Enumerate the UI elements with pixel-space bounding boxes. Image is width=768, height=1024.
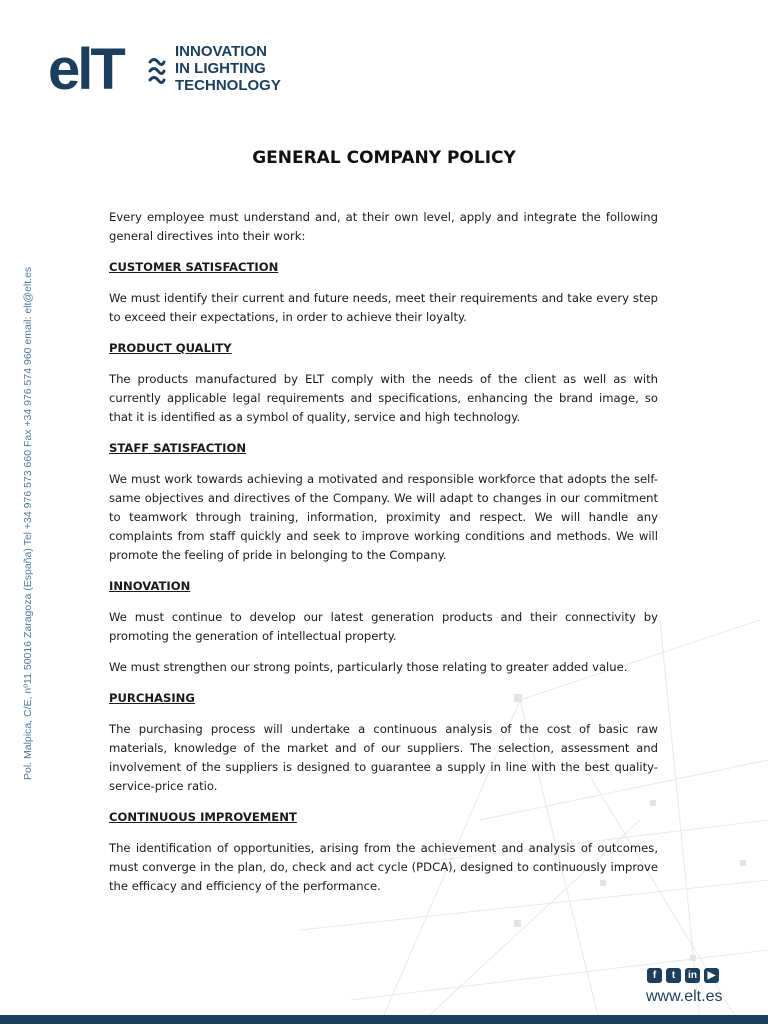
youtube-icon[interactable]: ▶: [704, 968, 719, 983]
section-paragraph: We must strengthen our strong points, particularly those relating to greater added value.: [109, 660, 628, 674]
logo-tagline-line: IN LIGHTING: [175, 60, 266, 77]
section-paragraph: We must continue to develop our latest generation products and their connectivity by promoting the generation of intellectual property.: [109, 610, 658, 643]
twitter-icon[interactable]: t: [666, 968, 681, 983]
section-paragraph: We must identify their current and future needs, meet their requirements and take every step to exceed their expectations, in order to achieve their loyalty.: [109, 291, 658, 324]
section-paragraph: The products manufactured by ELT comply with the needs of the client as well as with currently applicable legal requirements and specifications, enhancing the brand image, so that it is identified as a symbol of quality, service and high technology.: [109, 372, 658, 424]
company-logo: [48, 37, 288, 102]
facebook-icon[interactable]: f: [647, 968, 662, 983]
logo-tagline-line: TECHNOLOGY: [175, 77, 281, 94]
page-title: GENERAL COMPANY POLICY: [252, 148, 516, 168]
section-heading-customer-satisfaction: CUSTOMER SATISFACTION: [109, 260, 279, 274]
section-paragraph: The purchasing process will undertake a continuous analysis of the cost of basic raw materials, knowledge of the market and of our suppliers. The selection, assessment and involvement of the suppliers is designed to guarantee a supply in line with the best quality-service-price ratio.: [109, 722, 658, 793]
website-link[interactable]: www.elt.es: [646, 988, 723, 1005]
section-heading-continuous-improvement: CONTINUOUS IMPROVEMENT: [109, 810, 297, 824]
section-heading-product-quality: PRODUCT QUALITY: [109, 341, 232, 355]
footer-bar: [0, 1015, 768, 1024]
section-paragraph: We must work towards achieving a motivated and responsible workforce that adopts the self-same objectives and directives of the Company. We will adapt to changes in our commitment to teamwork through training, information, proximity and respect. We will handle any complaints from staff quickly and seek to improve working conditions and methods. We will promote the feeling of pride in belonging to the Company.: [109, 472, 658, 562]
section-heading-staff-satisfaction: STAFF SATISFACTION: [109, 441, 247, 455]
sidebar-contact-address: Pol. Malpica, C/E, nº11 50016 Zaragoza (España) Tel +34 976 573 660 Fax +34 976 574 960 email: elt@elt.es: [22, 266, 34, 780]
social-links: [647, 968, 719, 983]
intro-paragraph: Every employee must understand and, at their own level, apply and integrate the following general directives into their work:: [109, 210, 658, 243]
section-heading-purchasing: PURCHASING: [109, 691, 195, 705]
logo-tagline: [175, 43, 281, 94]
logo-mark: elT: [48, 37, 123, 102]
policy-content: [109, 208, 658, 908]
section-paragraph: The identification of opportunities, arising from the achievement and analysis of outcomes, must converge in the plan, do, check and act cycle (PDCA), designed to continuously improve the efficacy and efficiency of the performance.: [109, 841, 658, 893]
section-heading-innovation: INNOVATION: [109, 579, 191, 593]
logo-tagline-line: INNOVATION: [175, 43, 267, 60]
logo-waves-icon: [148, 54, 166, 94]
linkedin-icon[interactable]: in: [685, 968, 700, 983]
